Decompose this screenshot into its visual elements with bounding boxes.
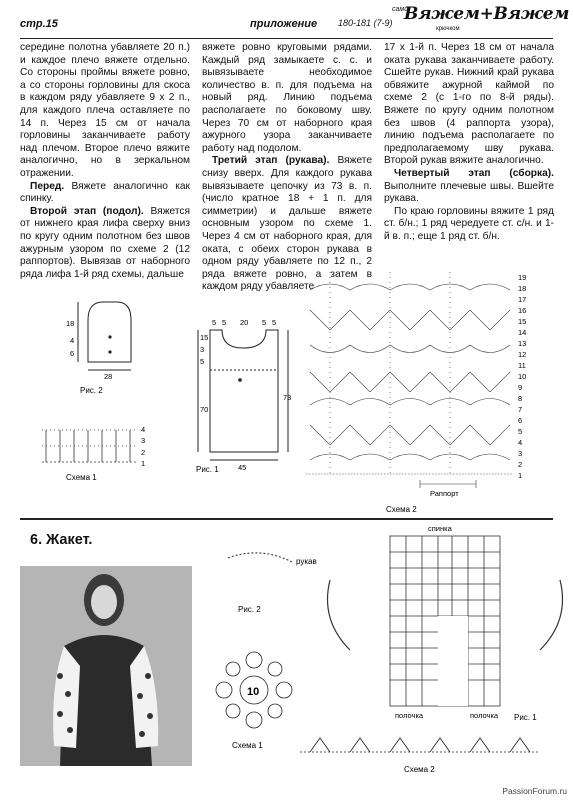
paragraph: По краю горловины вяжите 1 ряд ст. б/н.; 1 ряд чередуете ст. с/н. и 1-й в. п.; еще 1 ряд ст. б/н. [384,205,554,242]
dim-label: 18 [66,319,75,328]
svg-text:17: 17 [518,295,527,304]
sleeve-label: рукав [296,557,317,566]
svg-text:5: 5 [518,427,523,436]
paragraph: вяжете ровно круговыми рядами. Каждый ряд замыкаете с. с. и вывязываете необходимое количество в. п. для подъема на новый ряд. Линию подъема располагаете по боковому шву. Через 70 см от наборного края ажурного узора заканчиваете работу над подолом. [202,42,372,154]
svg-text:9: 9 [518,383,523,392]
magazine-logo: сами Вяжем+Вяжем крючком [392,4,570,32]
paragraph: Второй этап (подол). Вяжется от нижнего края лифа сверху вниз по кругу одним полотном без швов ажурным узором по схеме 2 (12 раппортов). Вывязав от наборного ряда лифа 1-й ряд схемы, дальше [20,205,190,280]
motif-number: 10 [247,686,260,698]
svg-text:8: 8 [518,394,523,403]
svg-text:19: 19 [518,273,527,282]
figure-caption: Рис. 1 [196,465,219,474]
svg-text:16: 16 [518,306,527,315]
svg-text:3: 3 [518,449,523,458]
front-label-left: полочка [395,711,424,720]
svg-text:18: 18 [518,284,527,293]
figure-caption: Схема 2 [404,765,435,774]
dim-label: 28 [104,372,113,381]
figure-caption: Рис. 1 [514,713,537,722]
svg-text:12: 12 [518,350,527,359]
dim-label: 6 [70,349,75,358]
dress-diagram [198,330,288,460]
svg-text:5: 5 [262,318,267,327]
figure-caption: Схема 1 [66,473,97,482]
svg-text:3: 3 [200,345,205,354]
sleeve-diagram [78,302,131,370]
sleeve-edge [228,553,292,562]
svg-text:5: 5 [222,318,227,327]
svg-text:45: 45 [238,463,247,472]
bottom-figures [0,520,573,800]
svg-text:2: 2 [518,460,523,469]
section-title: 6. Жакет. [30,532,93,548]
svg-text:5: 5 [212,318,217,327]
svg-text:13: 13 [518,339,527,348]
front-label-right: полочка [470,711,499,720]
svg-text:5: 5 [272,318,277,327]
svg-text:15: 15 [518,317,527,326]
paragraph: Перед. Вяжете аналогично как спинку. [20,180,190,205]
svg-text:73: 73 [283,393,292,402]
issue-number: 180-181 (7-9) [338,18,393,28]
svg-text:14: 14 [518,328,527,337]
svg-text:20: 20 [240,318,249,327]
dim-label: 4 [70,336,75,345]
figure-caption: Схема 1 [232,741,263,750]
paragraph: Третий этап (рукава). Вяжете снизу вверх. Для каждого рукава вывязываете цепочку из 73 в. п. (число кратное 18 + 1 п. для симметрии) и дальше вяжете основным узором по схеме 1. Через 4 см от наборного края, для оката, с обеих сторон рукава в одном ряду убавляете по 12 п., 2 ряда вяжете ровно, а затем в каждом ряду убавляете [202,155,372,293]
svg-text:70: 70 [200,405,209,414]
svg-text:4: 4 [141,425,146,434]
svg-text:6: 6 [518,416,523,425]
svg-text:4: 4 [518,438,523,447]
svg-text:10: 10 [518,372,527,381]
svg-text:7: 7 [518,405,523,414]
svg-text:3: 3 [141,436,146,445]
marker-dot [108,335,111,338]
svg-text:2: 2 [141,448,146,457]
edging-scheme [300,738,540,752]
svg-text:11: 11 [518,361,526,370]
chart-scheme-2 [302,272,518,488]
rapport-label: Раппорт [430,489,459,498]
figure-caption: Рис. 2 [238,605,261,614]
svg-text:5: 5 [200,357,205,366]
marker-dot [108,350,111,353]
section-name: приложение [250,18,318,30]
paragraph: середине полотна убавляете 20 п.) и каждое плечо вяжете отдельно. Со стороны проймы вяжете ровно, а со стороны горловины для скоса в каждом ряду убавляете 9 x 2 п., для каждого плеча оставляете по 14 п. Через 15 см от начала горловины заканчиваете работу над плечом. Второе плечо вяжите аналогично, но в зеркальном отражении. [20,42,190,179]
svg-text:15: 15 [200,333,209,342]
paragraph: 17 x 1-й п. Через 18 см от начала оката рукава заканчиваете работу. Сшейте рукав. Нижний край рукава обвяжите ажурной каймой по схеме 2 (с 1-го по 8-й ряды). Вяжете по кругу одним полотном без швов (4 раппорта узора), линию подъема располагаете по предполагаемому шву рукава. Второй рукав вяжите аналогично. [384,42,554,167]
watermark: PassionForum.ru [502,786,567,796]
chart-scheme-1 [42,430,136,462]
svg-text:1: 1 [141,459,146,468]
page-number: стр.15 [20,18,58,30]
figure-caption: Рис. 2 [80,386,103,395]
svg-text:1: 1 [518,471,523,480]
back-label: спинка [428,524,452,533]
paragraph: Четвертый этап (сборка). Выполните плечевые швы. Вшейте рукава. [384,167,554,205]
figure-caption: Схема 2 [386,505,417,514]
